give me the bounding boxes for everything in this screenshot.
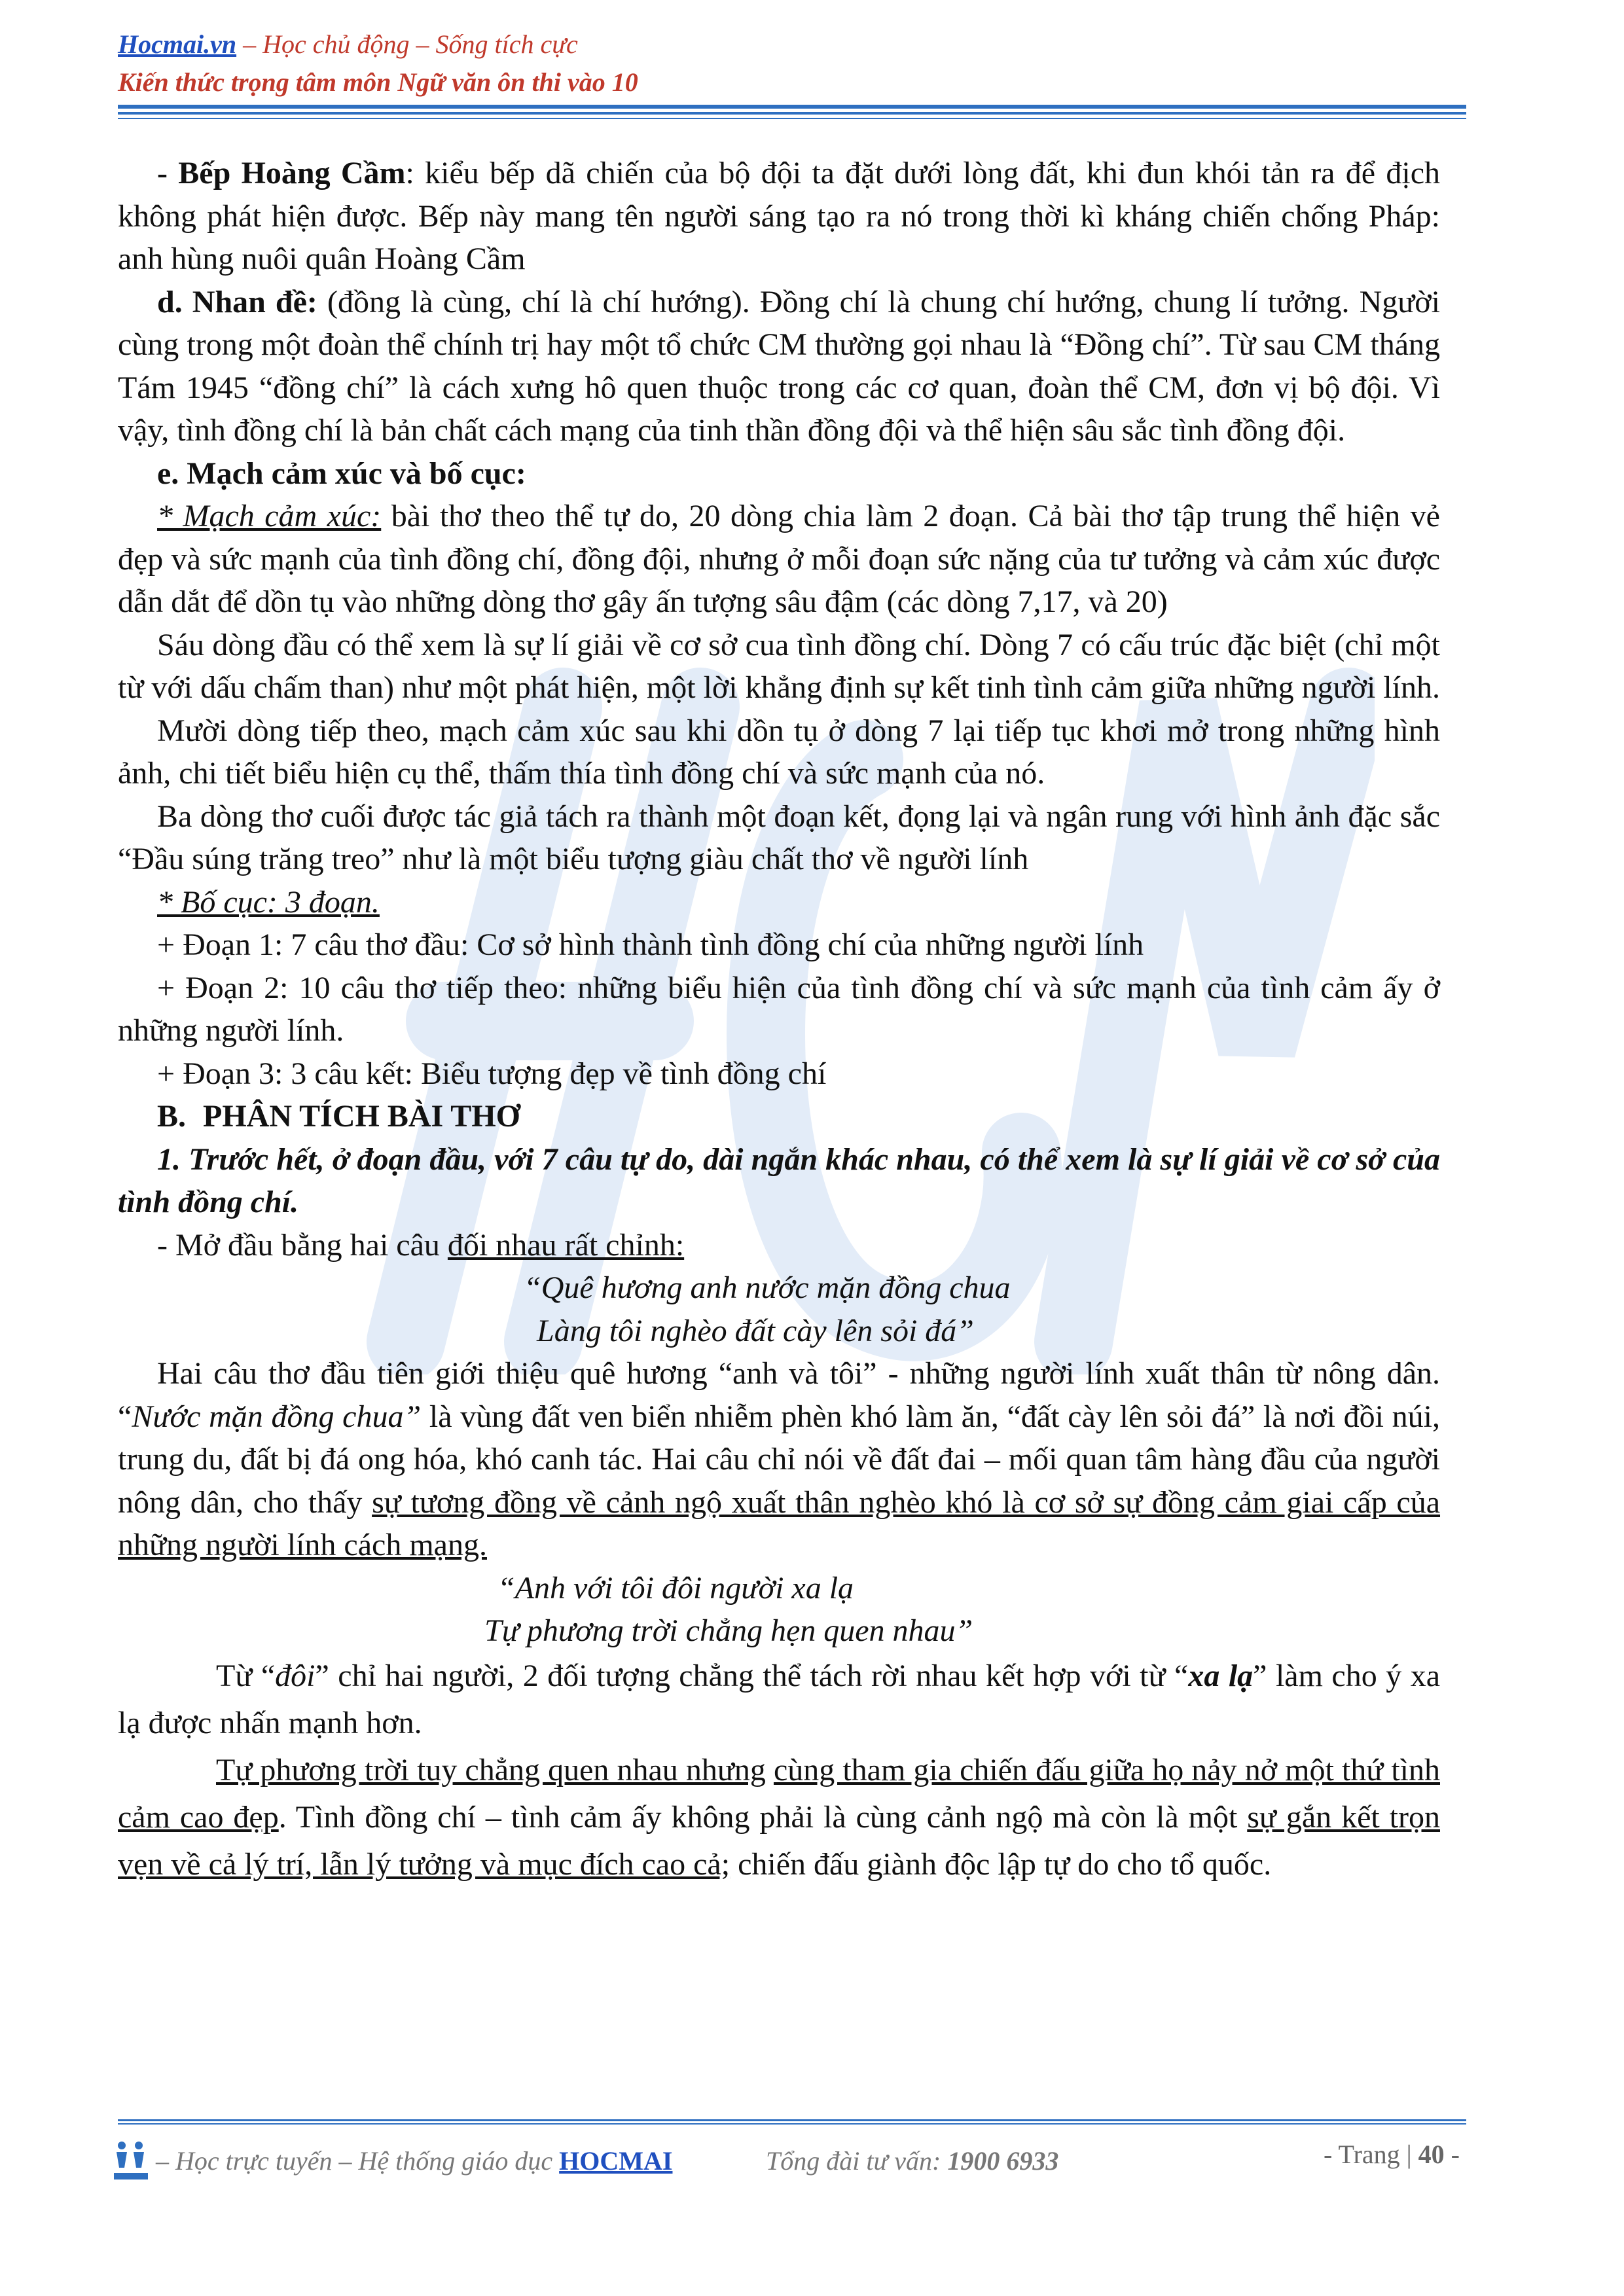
header-subtitle: Kiến thức trọng tâm môn Ngữ văn ôn thi vào 10: [118, 67, 638, 97]
header-rule: [118, 105, 1466, 109]
paragraph-text: . Tình đồng chí – tình cảm ấy không phải là cùng cảnh ngộ mà còn là một: [278, 1799, 1248, 1835]
footer-text: – Học trực tuyến – Hệ thống giáo dục: [156, 2146, 560, 2176]
paragraph-tu-phuong: [118, 1747, 1440, 1888]
footer-rule: [118, 2123, 1466, 2125]
hotline-label: Tổng đài tư vấn:: [766, 2146, 948, 2176]
paragraph-text: Hai câu thơ đầu tiên giới thiệu quê hương “anh và tôi” - những người lính xuất thân từ nông dân. “: [118, 1356, 1440, 1434]
italic-quote: Nước mặn đồng chua”: [132, 1399, 422, 1434]
underlined-text: sự gắn kết trọn vẹn về cả lý trí, lẫn lý tưởng và mục đích cao cả;: [118, 1799, 1440, 1882]
paragraph-text: Từ “: [216, 1658, 276, 1693]
section-b-heading: [118, 1095, 1440, 1138]
hocmai-logo-icon: [111, 2139, 151, 2185]
paragraph-mo-dau: [118, 1224, 1440, 1267]
section-number: B.: [157, 1099, 187, 1134]
bold-italic-word: xa lạ: [1188, 1658, 1254, 1693]
paragraph-mach-cam-xuc: [118, 495, 1440, 624]
mach-label: * Mạch cảm xúc:: [157, 499, 382, 533]
paragraph-nhan-de: [118, 281, 1440, 452]
footer-brand-link[interactable]: HOCMAI: [559, 2146, 673, 2176]
paragraph-text: ” làm cho ý xa lạ được nhấn mạnh hơn.: [118, 1658, 1441, 1740]
paragraph-hai-cau: [118, 1352, 1440, 1567]
document-body: [118, 152, 1440, 1888]
underlined-text: cùng tham gia chiến đấu giữa họ nảy nở một thứ tình cảm cao đẹp: [118, 1752, 1440, 1835]
paragraph-text: là vùng đất ven biển nhiễm phèn khó làm ăn, “đất cày lên sỏi đá” là nơi đồi núi, trung du, đất bị đá ong hóa, khó canh tác. Hai câu chỉ nói về đất đai – mối quan tâm hàng đầu của người nông dân, cho thấy: [118, 1399, 1441, 1520]
subheading-d: d. Nhan đề:: [157, 284, 317, 319]
bo-cuc-heading: [118, 881, 1440, 924]
underlined-text: sự tương đồng về cảnh ngộ xuất thân nghèo khó là cơ sở sự đồng cảm giai cấp của những người lính cách mạng.: [118, 1484, 1441, 1562]
site-link[interactable]: Hocmai.vn: [118, 29, 237, 59]
header-rule: [118, 118, 1466, 119]
poem-line: Làng tôi nghèo đất cày lên sỏi đá”: [537, 1313, 974, 1348]
page-prefix: - Trang |: [1323, 2140, 1418, 2169]
paragraph-text: - Mở đầu bằng hai câu: [157, 1227, 448, 1263]
hotline-number: 1900 6933: [947, 2146, 1059, 2176]
underlined-text: Tự phương trời tuy chẳng quen nhau nhưng: [216, 1752, 766, 1787]
page-number: [1324, 2139, 1460, 2170]
subheading-e: e. Mạch cảm xúc và bố cục:: [157, 456, 526, 491]
header-rule: [118, 112, 1466, 115]
list-item-doan-2: + Đoạn 2: 10 câu thơ tiếp theo: những biểu hiện của tình đồng chí và sức mạnh của tình cảm ấy ở những người lính.: [118, 970, 1440, 1048]
paragraph-bep-hoang-cam: [118, 152, 1440, 281]
term-label: - Bếp Hoàng Cầm: [157, 156, 406, 190]
paragraph-text: (đồng là cùng, chí là chí hướng). Đồng chí là chung chí hướng, chung lí tưởng. Người cùng trong một đoàn thể chính trị hay một tổ chức CM thường gọi nhau là “Đồng chí”. Từ sau CM tháng Tám 1945 “đồng chí” là cách xưng hô quen thuộc trong các cơ quan, đoàn thể CM, đơn vị bộ đội. Vì vậy, tình đồng chí là bản chất cách mạng của tinh thần đồng đội và thể hiện sâu sắc tình đồng đội.: [118, 284, 1440, 448]
header-line-1: [118, 26, 1466, 63]
page-footer: [111, 2139, 1473, 2191]
footer-tagline: [156, 2145, 672, 2176]
poem-line: Tự phương trời chẳng hẹn quen nhau”: [484, 1613, 973, 1648]
poem-line: “Quê hương anh nước mặn đồng chua: [524, 1270, 1011, 1305]
header-slogan: – Học chủ động – Sống tích cực: [236, 29, 578, 59]
page-suffix: -: [1444, 2140, 1460, 2169]
paragraph-muoi-dong: Mười dòng tiếp theo, mạch cảm xúc sau khi dồn tụ ở dòng 7 lại tiếp tục khơi mở trong những hình ảnh, chi tiết biểu hiện cụ thể, thấm thía tình đồng chí và sức mạnh của nó.: [118, 713, 1440, 791]
point-1-heading: 1. Trước hết, ở đoạn đầu, với 7 câu tự do, dài ngắn khác nhau, có thể xem là sự lí giải về cơ sở của tình đồng chí.: [118, 1141, 1440, 1219]
list-item-doan-3: + Đoạn 3: 3 câu kết: Biểu tượng đẹp về tình đồng chí: [157, 1056, 827, 1091]
paragraph-text: : kiểu bếp dã chiến của bộ đội ta đặt dưới lòng đất, khi đun khói tản ra để địch không phát hiện được. Bếp này mang tên người sáng tạo ra nó trong thời kì kháng chiến chống Pháp: anh hùng nuôi quân Hoàng Cầm: [118, 156, 1441, 276]
paragraph-sau-dong: Sáu dòng đầu có thể xem là sự lí giải về cơ sở cua tình đồng chí. Dòng 7 có cấu trúc đặc biệt (chỉ một từ với dấu chấm than) như một phát hiện, một lời khẳng định sự kết tinh tình cảm giữa những người lính.: [118, 627, 1440, 705]
page-number-value: 40: [1418, 2140, 1445, 2169]
paragraph-text: bài thơ theo thể tự do, 20 dòng chia làm 2 đoạn. Cả bài thơ tập trung thể hiện vẻ đẹp và sức mạnh của tình đồng chí, đồng đội, nhưng ở mỗi đoạn sức nặng của tư tưởng và cảm xúc được dẫn dắt để dồn tụ vào những dòng thơ gây ấn tượng sâu đậm (các dòng 7,17, và 20): [118, 499, 1440, 619]
bo-cuc-label: * Bố cục: 3 đoạn.: [157, 884, 380, 920]
poem-line: “Anh với tôi đôi người xa lạ: [497, 1570, 854, 1605]
paragraph-text: chiến đấu giành độc lập tự do cho tổ quốc.: [730, 1846, 1272, 1882]
list-item-doan-1: + Đoạn 1: 7 câu thơ đầu: Cơ sở hình thành tình đồng chí của những người lính: [157, 927, 1144, 962]
paragraph-text: [766, 1753, 774, 1787]
underlined-text: đối nhau rất chỉnh:: [447, 1227, 685, 1263]
paragraph-tu-doi: [118, 1653, 1440, 1747]
page-header: [118, 26, 1466, 102]
footer-rule: [118, 2119, 1466, 2121]
paragraph-ba-dong: Ba dòng thơ cuối được tác giả tách ra thành một đoạn kết, đọng lại và ngân rung với hình ảnh đặc sắc “Đầu súng trăng treo” như là một biểu tượng giàu chất thơ về người lính: [118, 798, 1440, 876]
italic-word: đôi: [275, 1658, 316, 1693]
paragraph-text: ” chỉ hai người, 2 đối tượng chẳng thể tách rời nhau kết hợp với từ “: [315, 1658, 1189, 1693]
footer-hotline: [766, 2145, 1058, 2176]
section-title: PHÂN TÍCH BÀI THƠ: [203, 1099, 520, 1134]
